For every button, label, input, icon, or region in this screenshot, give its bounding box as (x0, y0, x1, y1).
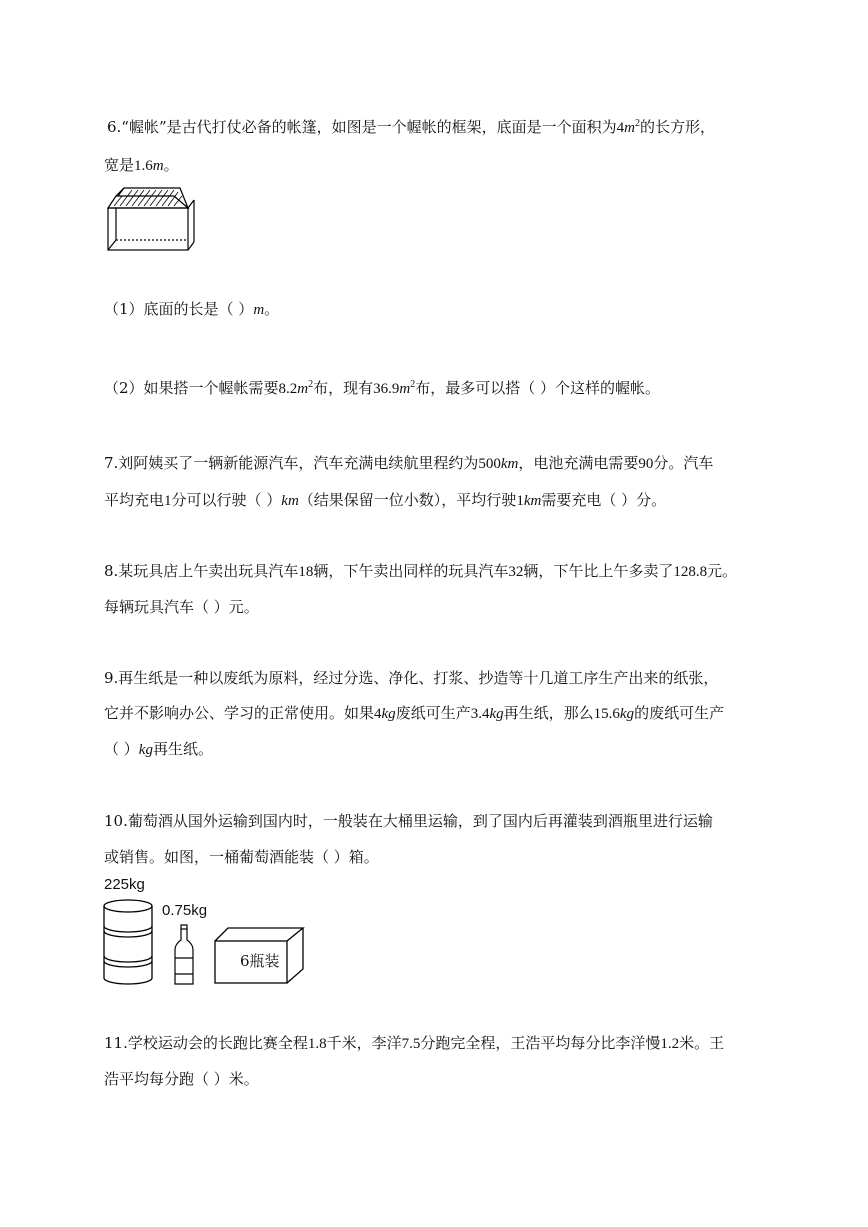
bottle-weight-label: 0.75kg (162, 902, 208, 919)
q6-line1: 6.“幄帐”是古代打仗必备的帐篷，如图是一个幄帐的框架，底面是一个面积为$4m^2$的长方形， (107, 118, 716, 136)
q7-line1: 7.刘阿姨买了一辆新能源汽车，汽车充满电续航里程约为500km，电池充满电需要90分。汽车 (104, 454, 714, 472)
barrel-icon (102, 898, 154, 986)
q10-line1: 10.葡萄酒从国外运输到国内时，一般装在大桶里运输，到了国内后再灌装到酒瓶里进行运输 (104, 812, 713, 830)
q11-line1: 11.学校运动会的长跑比赛全程1.8千米，李洋7.5分跑完全程，王浩平均每分比李洋慢1.2米。王 (104, 1034, 725, 1052)
q6-sub2: （2）如果搭一个幄帐需要$8.2m^2$布，现有$36.9m^2$布，最多可以搭（ ）个这样的幄帐。 (104, 379, 661, 397)
q10-line2: 或销售。如图，一桶葡萄酒能装（ ）箱。 (104, 848, 379, 866)
q9-line2: 它并不影响办公、学习的正常使用。如果4kg废纸可生产3.4kg再生纸，那么15.6kg的废纸可生产 (104, 704, 725, 722)
q8-line1: 8.某玩具店上午卖出玩具汽车18辆，下午卖出同样的玩具汽车32辆，下午比上午多卖了128.8元。 (104, 562, 738, 580)
box-label: 6瓶装 (240, 952, 280, 970)
tent-frame-figure (104, 186, 196, 254)
q6-sub1: （1）底面的长是（ ）m。 (104, 300, 280, 318)
q8-line2: 每辆玩具汽车（ ）元。 (104, 598, 259, 616)
barrel-weight-label: 225kg (104, 876, 145, 893)
q7-line2: 平均充电1分可以行驶（ ）km（结果保留一位小数），平均行驶1km需要充电（ ）分。 (104, 491, 667, 509)
q9-line3: （ ）kg再生纸。 (104, 740, 213, 758)
q11-line2: 浩平均每分跑（ ）米。 (104, 1070, 259, 1088)
q6-line2: 宽是1.6m。 (104, 156, 179, 174)
bottle-icon (172, 924, 196, 986)
q9-line1: 9.再生纸是一种以废纸为原料，经过分选、净化、打浆、抄造等十几道工序生产出来的纸张， (104, 669, 719, 687)
